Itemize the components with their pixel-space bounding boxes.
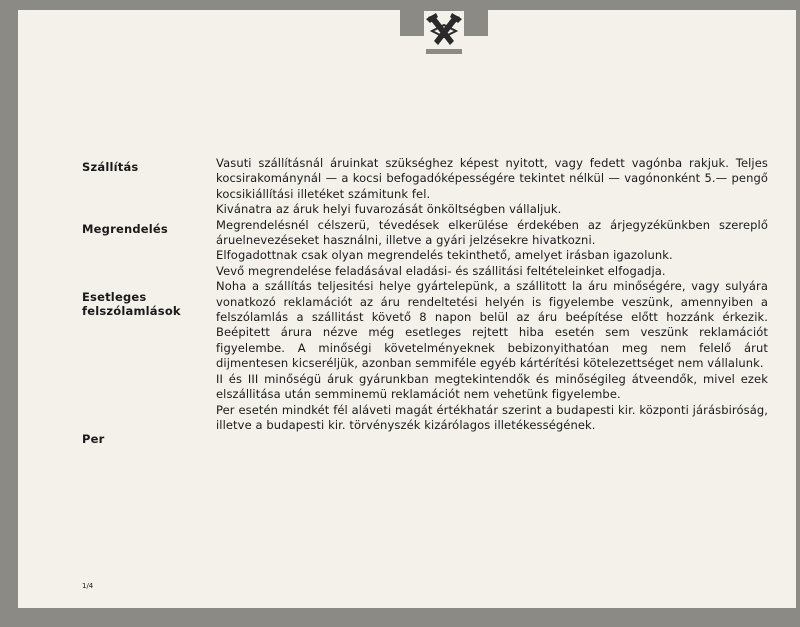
page-number: 1/4 <box>82 582 94 590</box>
label-felszolamlasok-line1: Esetleges <box>82 290 147 304</box>
paragraph-fuvarozas: Kivánatra az áruk helyi fuvarozását önköltségben vállaljuk. <box>216 202 562 217</box>
paragraph-felszolamlas: Noha a szállítás teljesitési helye gyártelepünk, a szállitott la áru minőségére, vagy sulyára vonatkozó reklamációt az áru rendeltetési helyén is figyelembe veszünk, amennyiben a felszólamlás a szállitást követő 8 napon belül az áru beépítése előtt hozzánk érkezik. Beépitett árura nézve még esetleges rejtett hiba esetén sem veszünk reklamációt figyelembe. A minőségi követelményeknek bebizonyithatóan meg nem felelő árut dijmentesen kicseréljük, azonban semmiféle egyéb kártérítési kötelezettséget nem vállalunk. <box>216 279 768 371</box>
paragraph-szallitas: Vasuti szállításnál áruinkat szükséghez képest nyitott, vagy fedett vagónba rakjuk. Teljes kocsirakománynál — a kocsi befogadóképességére tekintet nélkül — vagónonként 5.— pengő kocsikiállítási illetéket számitunk fel. <box>216 156 768 201</box>
header-tab <box>400 10 488 54</box>
label-per: Per <box>82 432 105 446</box>
label-felszolamlasok <box>82 290 181 318</box>
label-szallitas: Szállítás <box>82 160 139 174</box>
paragraph-megrendeles: Megrendelésnél célszerü, tévedések elkerülése érdekében az árjegyzékünkben szereplő áruelnevezéseket használni, illetve a gyári jelzésekre hivatkozni. <box>216 217 768 248</box>
paragraph-vevo: Vevő megrendelése feladásával eladási- és szállitási feltételeinket elfogadja. <box>216 263 666 278</box>
label-felszolamlasok-line2: felszólamlások <box>82 304 181 318</box>
paragraph-minoseg: II és III minőségü áruk gyárunkban megtekintendők és minőségileg átveendők, mivel ezek elszállitása után semminemü reklamációt nem vehetünk figyelembe. <box>216 371 768 402</box>
paragraph-elfogadott: Elfogadottnak csak olyan megrendelés tekinthető, amelyet irásban igazolunk. <box>216 248 673 263</box>
tab-notch-left <box>400 36 426 54</box>
tab-notch-right <box>462 36 488 54</box>
crossed-hammers-logo-icon <box>424 11 464 49</box>
document-page <box>18 10 796 608</box>
label-megrendeles: Megrendelés <box>82 222 168 236</box>
paragraph-per: Per esetén mindkét fél aláveti magát értékhatár szerint a budapesti kir. központi járásbiróság, illetve a budapesti kir. törvényszék kizárólagos illetékességének. <box>216 402 768 432</box>
terms-body <box>216 156 768 433</box>
